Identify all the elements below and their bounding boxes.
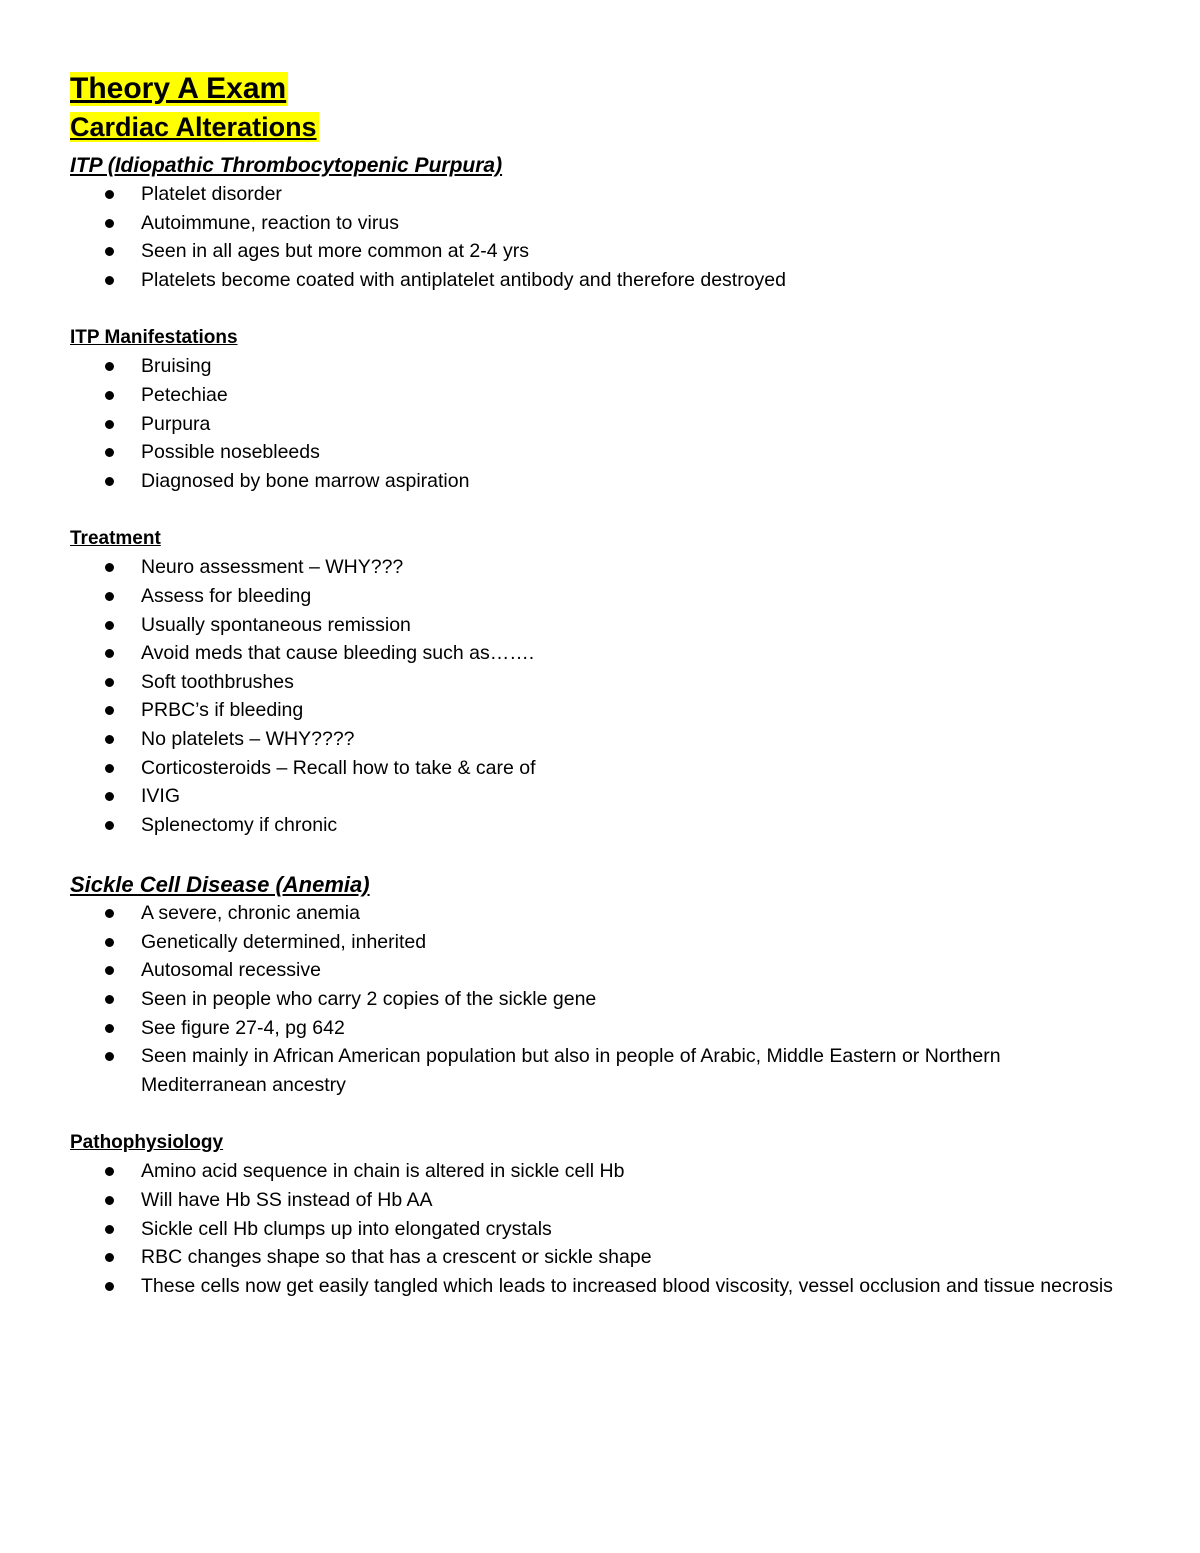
section-heading-treatment: Treatment xyxy=(70,528,161,550)
bullet-icon xyxy=(105,966,114,975)
bullet-icon xyxy=(105,764,114,773)
spacer xyxy=(70,294,1130,324)
bullet-icon xyxy=(105,995,114,1004)
spacer xyxy=(70,839,1130,871)
bullet-icon xyxy=(105,362,114,371)
list-item-text: No platelets – WHY???? xyxy=(141,727,355,750)
list-item xyxy=(70,467,1130,496)
bullet-icon xyxy=(105,621,114,630)
list-item xyxy=(70,180,1130,209)
bullet-icon xyxy=(105,821,114,830)
document-subtitle-row xyxy=(70,112,1130,152)
bullet-icon xyxy=(105,1167,114,1176)
list-item-text: See figure 27-4, pg 642 xyxy=(141,1016,345,1039)
list-item xyxy=(70,1014,1130,1043)
bullet-icon xyxy=(105,276,114,285)
bullet-icon xyxy=(105,1196,114,1205)
list-item xyxy=(70,668,1130,697)
list-item-text: Soft toothbrushes xyxy=(141,670,294,693)
bullet-icon xyxy=(105,391,114,400)
bullet-icon xyxy=(105,219,114,228)
list-item-text: Will have Hb SS instead of Hb AA xyxy=(141,1189,433,1212)
document-title-row xyxy=(70,72,1130,112)
list-item xyxy=(70,1157,1130,1186)
section-heading-itp-manifestations: ITP Manifestations xyxy=(70,327,238,349)
list-item-text: Diagnosed by bone marrow aspiration xyxy=(141,469,470,492)
list-item xyxy=(70,1215,1130,1244)
list-item-text: Bruising xyxy=(141,355,212,378)
list-item-text: A severe, chronic anemia xyxy=(141,902,360,925)
bullet-icon xyxy=(105,190,114,199)
list-item-text: Autosomal recessive xyxy=(141,959,321,982)
list-item xyxy=(70,410,1130,439)
bullet-icon xyxy=(105,792,114,801)
section-list-itp-manifestations xyxy=(70,352,1130,495)
bullet-icon xyxy=(105,938,114,947)
list-item xyxy=(70,754,1130,783)
section-heading-pathophysiology: Pathophysiology xyxy=(70,1132,224,1154)
list-item-text: Assess for bleeding xyxy=(141,584,312,607)
list-item xyxy=(70,639,1130,668)
section-list-treatment xyxy=(70,553,1130,839)
bullet-icon xyxy=(105,735,114,744)
spacer xyxy=(70,1099,1130,1129)
spacer xyxy=(70,495,1130,525)
list-item xyxy=(70,381,1130,410)
list-item-text: Corticosteroids – Recall how to take & care of xyxy=(141,756,536,779)
section-heading-itp: ITP (Idiopathic Thrombocytopenic Purpura) xyxy=(70,154,503,177)
bullet-icon xyxy=(105,678,114,687)
document-page xyxy=(70,72,1130,1300)
bullet-icon xyxy=(105,592,114,601)
list-item-text: Possible nosebleeds xyxy=(141,441,320,464)
list-item xyxy=(70,352,1130,381)
list-item xyxy=(70,582,1130,611)
list-item xyxy=(70,811,1130,840)
list-item xyxy=(70,1272,1130,1301)
section-list-sickle-cell xyxy=(70,899,1130,1099)
section-list-pathophysiology xyxy=(70,1157,1130,1300)
list-item-text: RBC changes shape so that has a crescent or sickle shape xyxy=(141,1246,652,1269)
list-item xyxy=(70,237,1130,266)
list-item xyxy=(70,725,1130,754)
bullet-icon xyxy=(105,420,114,429)
list-item xyxy=(70,928,1130,957)
list-item-text: Platelet disorder xyxy=(141,183,282,205)
bullet-icon xyxy=(105,1282,114,1291)
bullet-icon xyxy=(105,1024,114,1033)
document-subtitle: Cardiac Alterations xyxy=(70,112,317,142)
section-list-itp xyxy=(70,180,1130,294)
list-item-text: Genetically determined, inherited xyxy=(141,930,427,953)
list-item xyxy=(70,956,1130,985)
section-heading-sickle-cell: Sickle Cell Disease (Anemia) xyxy=(70,872,370,898)
list-item xyxy=(70,553,1130,582)
list-item-text: PRBC’s if bleeding xyxy=(141,699,304,722)
list-item xyxy=(70,611,1130,640)
bullet-icon xyxy=(105,909,114,918)
list-item xyxy=(70,782,1130,811)
list-item-text: IVIG xyxy=(141,785,181,808)
bullet-icon xyxy=(105,563,114,572)
bullet-icon xyxy=(105,1225,114,1234)
bullet-icon xyxy=(105,1253,114,1262)
list-item xyxy=(70,438,1130,467)
bullet-icon xyxy=(105,247,114,256)
list-item xyxy=(70,1042,1130,1099)
list-item-text: Amino acid sequence in chain is altered in sickle cell Hb xyxy=(141,1160,625,1183)
list-item xyxy=(70,209,1130,238)
list-item-text: Seen in people who carry 2 copies of the sickle gene xyxy=(141,988,597,1011)
list-item-text: Seen in all ages but more common at 2-4 yrs xyxy=(141,240,530,263)
list-item xyxy=(70,1243,1130,1272)
list-item-text: Neuro assessment – WHY??? xyxy=(141,556,404,579)
list-item xyxy=(70,266,1130,295)
list-item-text: Autoimmune, reaction to virus xyxy=(141,211,399,234)
list-item-text: Usually spontaneous remission xyxy=(141,613,411,636)
document-title: Theory A Exam xyxy=(70,72,287,105)
list-item xyxy=(70,1186,1130,1215)
list-item-text: Seen mainly in African American population but also in people of Arabic, Middle Eastern or Northern Mediterranean ancestry xyxy=(141,1045,1001,1096)
bullet-icon xyxy=(105,1052,114,1061)
bullet-icon xyxy=(105,448,114,457)
list-item xyxy=(70,985,1130,1014)
list-item-text: Petechiae xyxy=(141,383,228,406)
list-item-text: Purpura xyxy=(141,412,211,435)
list-item-text: These cells now get easily tangled which leads to increased blood viscosity, vessel occlusion and tissue necrosis xyxy=(141,1274,1113,1297)
list-item-text: Splenectomy if chronic xyxy=(141,813,338,836)
bullet-icon xyxy=(105,706,114,715)
list-item xyxy=(70,696,1130,725)
list-item xyxy=(70,899,1130,928)
list-item-text: Avoid meds that cause bleeding such as……. xyxy=(141,642,535,665)
bullet-icon xyxy=(105,649,114,658)
bullet-icon xyxy=(105,477,114,486)
list-item-text: Platelets become coated with antiplatelet antibody and therefore destroyed xyxy=(141,268,786,291)
list-item-text: Sickle cell Hb clumps up into elongated crystals xyxy=(141,1217,552,1240)
